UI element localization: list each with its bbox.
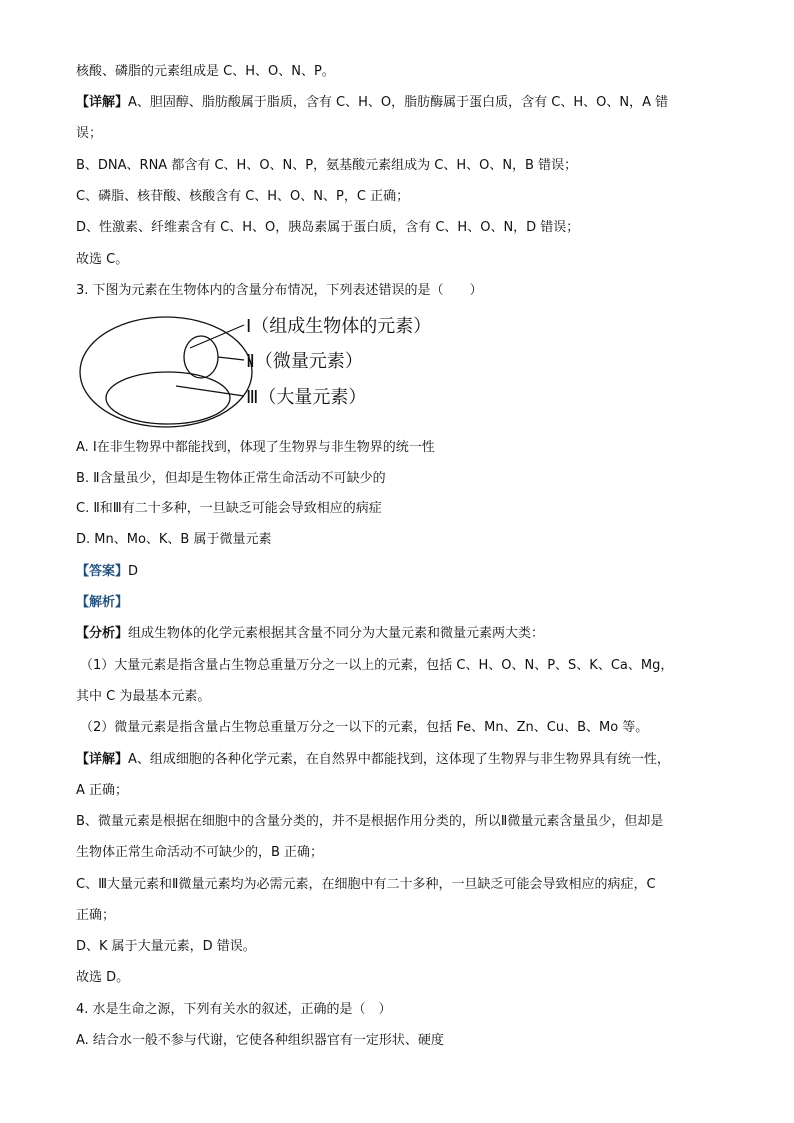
pointer-line-III xyxy=(176,386,244,396)
q4-option-a: A. 结合水一般不参与代谢，它使各种组织器官有一定形状、硬度 xyxy=(76,1033,444,1048)
text-line: 生物体正常生命活动不可缺少的，B 正确； xyxy=(76,845,324,860)
fenxi-line xyxy=(76,625,544,643)
option-a: A. Ⅰ在非生物界中都能找到，体现了生物界与非生物界的统一性 xyxy=(76,440,435,455)
answer-line xyxy=(76,563,138,581)
answer-value: D xyxy=(128,564,139,579)
text-line: 误； xyxy=(76,126,103,141)
detail-text: A、胆固醇、脂肪酸属于脂质，含有 C、H、O，脂肪酶属于蛋白质，含有 C、H、O、N，A 错 xyxy=(128,95,669,110)
text-line: A 正确； xyxy=(76,783,129,798)
text-line xyxy=(76,94,668,112)
text-line: D、K 属于大量元素，D 错误。 xyxy=(76,939,256,954)
text-line: 故选 C。 xyxy=(76,252,129,267)
detail-text: A、组成细胞的各种化学元素，在自然界中都能找到，这体现了生物界与非生物界具有统一性， xyxy=(128,752,670,767)
label-I: Ⅰ（组成生物体的元素） xyxy=(246,316,432,337)
text-line: C、磷脂、核苷酸、核酸含有 C、H、O、N、P，C 正确； xyxy=(76,189,410,204)
analysis-label: 【解析】 xyxy=(76,595,129,610)
text-line: C、Ⅲ大量元素和Ⅱ微量元素均为必需元素，在细胞中有二十多种，一旦缺乏可能会导致相应的病症，C xyxy=(76,877,656,892)
text-line: D、性激素、纤维素含有 C、H、O，胰岛素属于蛋白质，含有 C、H、O、N，D 错误； xyxy=(76,220,580,235)
answer-label: 【答案】 xyxy=(76,564,129,579)
detail-line xyxy=(76,751,670,769)
text-line: 正确； xyxy=(76,908,116,923)
text-line: B、DNA、RNA 都含有 C、H、O、N、P，氨基酸元素组成为 C、H、O、N，B 错误； xyxy=(76,158,578,173)
question-3-stem: 3. 下图为元素在生物体内的含量分布情况，下列表述错误的是（ ） xyxy=(76,283,483,298)
question-4-stem: 4. 水是生命之源，下列有关水的叙述，正确的是（ ） xyxy=(76,1002,392,1017)
text-line: B、微量元素是根据在细胞中的含量分类的，并不是根据作用分类的，所以Ⅱ微量元素含量虽少，但却是 xyxy=(76,814,664,829)
pointer-line-II xyxy=(218,357,244,360)
text-line: 其中 C 为最基本元素。 xyxy=(76,689,211,704)
text-line: （2）微量元素是指含量占生物总重量万分之一以下的元素，包括 Fe、Mn、Zn、Cu、B、Mo 等。 xyxy=(80,720,649,735)
option-c: C. Ⅱ和Ⅲ有二十多种，一旦缺乏可能会导致相应的病症 xyxy=(76,501,382,516)
option-d: D. Mn、Mo、K、B 属于微量元素 xyxy=(76,532,272,547)
fenxi-text: 组成生物体的化学元素根据其含量不同分为大量元素和微量元素两大类： xyxy=(128,626,545,641)
detail-label: 【详解】 xyxy=(76,95,129,110)
text-line: 故选 D。 xyxy=(76,970,130,985)
element-venn-diagram xyxy=(76,312,476,434)
mid-ellipse-III xyxy=(106,372,230,424)
text-line: （1）大量元素是指含量占生物总重量万分之一以上的元素，包括 C、H、O、N、P、S、K、Ca、Mg， xyxy=(80,658,674,673)
small-ellipse-II xyxy=(184,336,218,378)
option-b: B. Ⅱ含量虽少，但却是生物体正常生命活动不可缺少的 xyxy=(76,471,386,486)
analysis-line xyxy=(76,594,128,612)
text-line: 核酸、磷脂的元素组成是 C、H、O、N、P。 xyxy=(76,64,335,79)
detail-label: 【详解】 xyxy=(76,752,129,767)
fenxi-label: 【分析】 xyxy=(76,626,129,641)
label-III: Ⅲ（大量元素） xyxy=(246,387,367,408)
label-II: Ⅱ（微量元素） xyxy=(246,351,363,372)
